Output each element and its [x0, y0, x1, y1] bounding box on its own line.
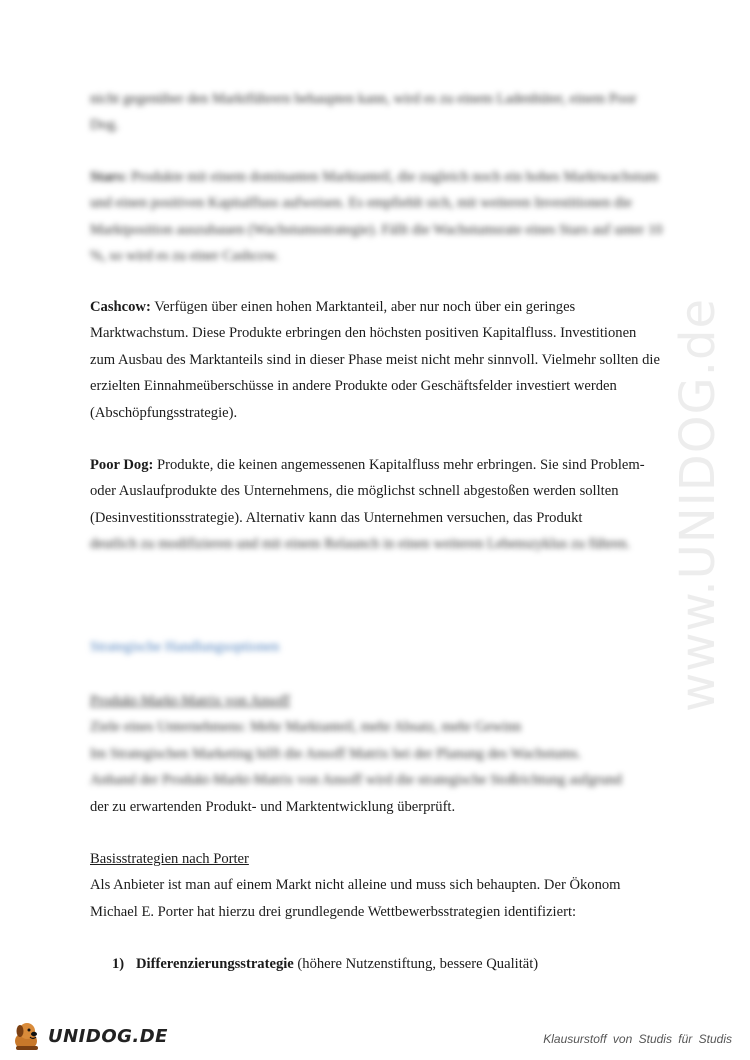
- term-poordog: Poor Dog:: [90, 457, 154, 473]
- porter-text: Als Anbieter ist man auf einem Markt nicht alleine und muss sich behaupten. Der Ökonom Michael E. Porter hat hierzu drei grundlegende Wettbewerbsstrategien identifiziert:: [90, 877, 621, 920]
- porter-title: Basisstrategien nach Porter: [90, 851, 249, 867]
- ansoff-block: [90, 688, 665, 820]
- paragraph-poordog-blurred: deutlich zu modifizieren und mit einem Relaunch in einen weiteren Lebenszyklus zu führen.: [90, 536, 631, 552]
- dog-mascot-icon: [10, 1019, 46, 1053]
- porter-block: [90, 846, 665, 925]
- ansoff-line: Ziele eines Unternehmens: Mehr Marktanteil, mehr Absatz, mehr Gewinn: [90, 719, 522, 736]
- text-line: Dog.: [90, 117, 119, 134]
- watermark: [668, 280, 728, 730]
- paragraph-cashcow: [90, 294, 665, 426]
- logo-text: UNIDOG.DE: [48, 1025, 168, 1047]
- term-stars: Stars:: [90, 169, 128, 185]
- paragraph-poordog: [90, 452, 665, 531]
- watermark-text: www.UNIDOG.de: [670, 297, 727, 713]
- footer-logo: [10, 1018, 168, 1054]
- list-number: 1): [112, 956, 125, 972]
- strategy-list-item: [112, 951, 538, 977]
- section-heading: Strategische Handlungsoptionen: [90, 639, 280, 655]
- ansoff-line: Im Strategischen Marketing hilft die Ansoff Matrix bei der Planung des Wachstums.: [90, 745, 582, 762]
- list-term: Differenzierungsstrategie: [136, 956, 294, 972]
- term-cashcow: Cashcow:: [90, 299, 151, 315]
- ansoff-title: Produkt-Markt-Matrix von Ansoff: [90, 693, 290, 709]
- paragraph-stars-blurred: [90, 164, 665, 270]
- stars-text: Produkte mit einem dominanten Marktanteil, die zugleich noch ein hohes Marktwachstum und einen positiven Kapitalfluss aufweisen. Es empfiehlt sich, mit weiteren Investitionen die Marktposition auszubauen (Wachstumsstrategie). Fällt die Wachstumsrate eines Stars auf unter 10 %, so wird es zu einer Cashcow.: [90, 169, 663, 265]
- ansoff-line: der zu erwartenden Produkt- und Marktentwicklung überprüft.: [90, 798, 456, 815]
- paragraph-intro-blurred: [90, 86, 665, 139]
- list-text: (höhere Nutzenstiftung, bessere Qualität): [293, 956, 539, 972]
- footer-tagline: Klausurstoff von Studis für Studis: [543, 1032, 732, 1046]
- cashcow-text: Verfügen über einen hohen Marktanteil, aber nur noch über ein geringes Marktwachstum. Diese Produkte erbringen den höchsten positiven Kapitalfluss. Investitionen zum Ausbau des Marktanteils sind in dieser Phase meist nicht mehr sinnvoll. Vielmehr sollten die erzielten Einnahmeüberschüsse in andere Produkte oder Geschäftsfelder investiert werden (Abschöpfungsstrategie).: [90, 299, 660, 421]
- text-line: nicht gegenüber den Marktführern behaupten kann, wird es zu einem Ladenhüter, einem Poor: [90, 91, 637, 107]
- poordog-text: Produkte, die keinen angemessenen Kapitalfluss mehr erbringen. Sie sind Problem- oder Auslaufprodukte des Unternehmens, die möglichst schnell abgestoßen werden sollten (Desinvestitionsstrategie). Alternativ kann das Unternehmen versuchen, das Produkt: [90, 457, 645, 526]
- ansoff-line: Anhand der Produkt-Markt-Matrix von Ansoff wird die strategische Stoßrichtung aufgrund: [90, 772, 622, 789]
